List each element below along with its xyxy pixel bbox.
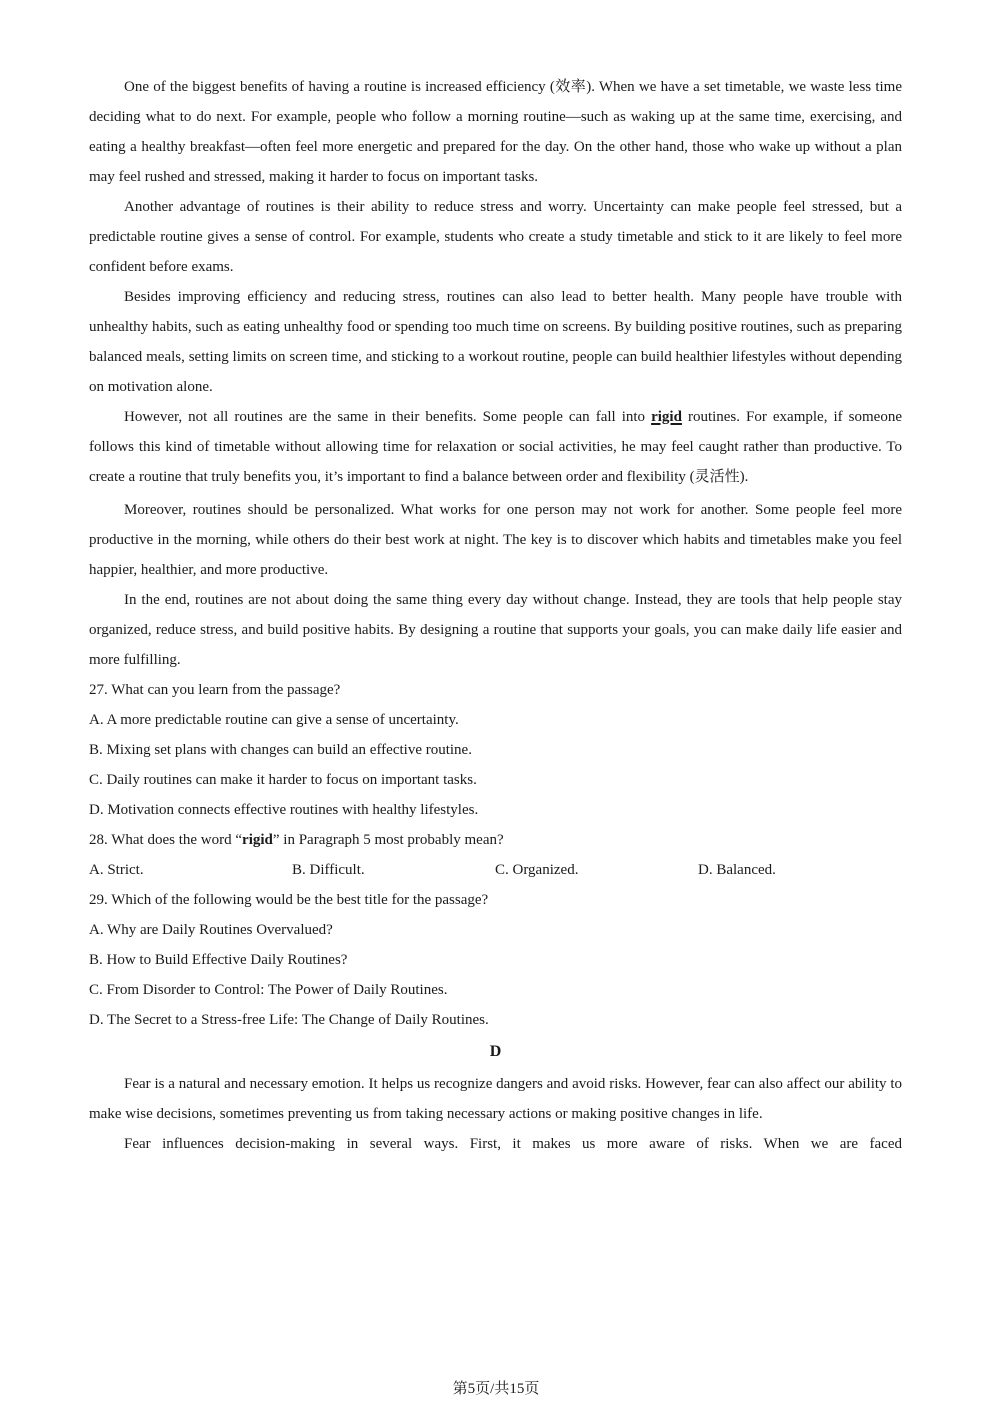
stem-after: ” in Paragraph 5 most probably mean?: [272, 832, 504, 848]
option-d: D. Motivation connects effective routines with healthy lifestyles.: [89, 802, 479, 818]
stem-before: 28. What does the word “: [89, 832, 243, 848]
option-c: C. Daily routines can make it harder to focus on important tasks.: [89, 772, 477, 788]
option-a: A. A more predictable routine can give a sense of uncertainty.: [89, 712, 459, 728]
option-b: B. How to Build Effective Daily Routines?: [89, 952, 348, 968]
paragraph-rigid-text-before: However, not all routines are the same in their benefits. Some people can fall into: [124, 409, 652, 425]
page-content: [89, 72, 902, 1159]
option-a: A. Strict.: [89, 862, 144, 878]
question-28: [89, 825, 902, 885]
paragraph-rigid-text-after: routines. For example, if someone follows this kind of timetable without allowing time for relaxation or social activities, he may feel caught rather than productive. To create a routine that truly benefits you, it’s important to find a balance between order and flexibility (灵活性).: [89, 409, 902, 485]
option-b: B. Difficult.: [292, 862, 365, 878]
keyword-rigid: rigid: [651, 409, 682, 425]
question-29: [89, 885, 902, 1035]
option-d: D. Balanced.: [698, 862, 776, 878]
paragraph-efficiency: One of the biggest benefits of having a routine is increased efficiency (效率). When we have a set timetable, we waste less time deciding what to do next. For example, people who follow a morning routine—such as waking up at the same time, exercising, and eating a healthy breakfast—often feel more energetic and prepared for the day. On the other hand, those who wake up without a plan may feel rushed and stressed, making it harder to focus on important tasks.: [89, 79, 902, 185]
page-footer: 第5页/共15页: [452, 1381, 540, 1397]
section-heading-d: D: [489, 1043, 502, 1060]
option-c: C. Organized.: [495, 862, 579, 878]
paragraph-conclusion: In the end, routines are not about doing the same thing every day without change. Instead, they are tools that help people stay organized, reduce stress, and build positive habits. By designing a routine that supports your goals, you can make daily life easier and more fulfilling.: [89, 592, 902, 668]
question-27: [89, 675, 902, 825]
options-row: [89, 855, 902, 885]
question-stem: 29. Which of the following would be the best title for the passage?: [89, 892, 489, 908]
paragraph-health: Besides improving efficiency and reducing stress, routines can also lead to better health. Many people have trouble with unhealthy habits, such as eating unhealthy food or spending too much time on screens. By building positive routines, such as preparing balanced meals, setting limits on screen time, and sticking to a workout routine, people can build healthier lifestyles without depending on motivation alone.: [89, 289, 902, 395]
paragraph-fear-decisions: Fear influences decision-making in several ways. First, it makes us more aware of risks. When we are faced: [124, 1136, 902, 1152]
option-a: A. Why are Daily Routines Overvalued?: [89, 922, 333, 938]
option-c: C. From Disorder to Control: The Power of Daily Routines.: [89, 982, 448, 998]
option-d: D. The Secret to a Stress-free Life: The Change of Daily Routines.: [89, 1012, 489, 1028]
question-stem: [89, 825, 902, 855]
paragraph-rigid: [89, 402, 902, 492]
option-b: B. Mixing set plans with changes can build an effective routine.: [89, 742, 472, 758]
paragraph-fear-intro: Fear is a natural and necessary emotion. It helps us recognize dangers and avoid risks. However, fear can also affect our ability to make wise decisions, sometimes preventing us from taking necessary actions or making positive changes in life.: [89, 1076, 902, 1122]
paragraph-personalized: Moreover, routines should be personalized. What works for one person may not work for another. Some people feel more productive in the morning, while others do their best work at night. The key is to discover which habits and timetables make you feel happier, healthier, and more productive.: [89, 502, 902, 578]
paragraph-stress: Another advantage of routines is their ability to reduce stress and worry. Uncertainty can make people feel stressed, but a predictable routine gives a sense of control. For example, students who create a study timetable and stick to it are likely to feel more confident before exams.: [89, 199, 902, 275]
question-stem: 27. What can you learn from the passage?: [89, 682, 341, 698]
keyword-rigid: rigid: [242, 832, 273, 848]
